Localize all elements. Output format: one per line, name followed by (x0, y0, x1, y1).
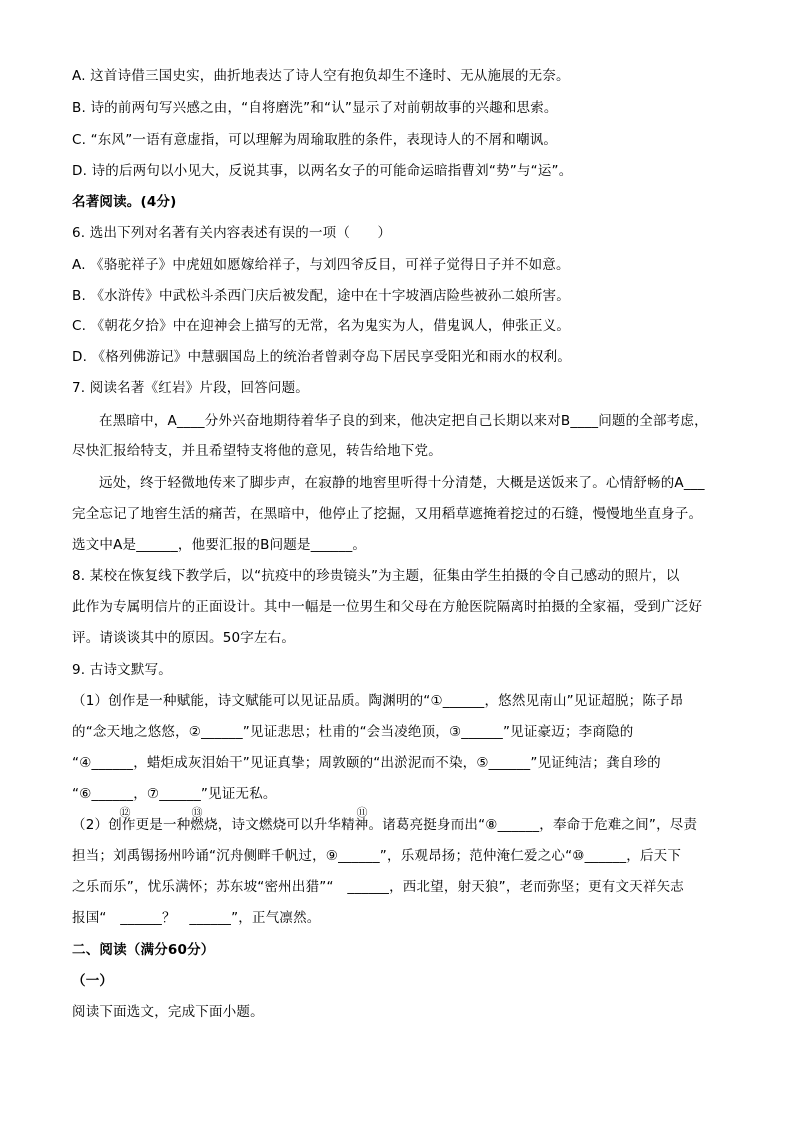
q6-option-d: D. 《格列佛游记》中慧骃国岛上的统治者曾剥夺岛下居民享受阳光和雨水的权利。 (72, 349, 572, 365)
q9-part1-line: “④______，蜡炬成灰泪始干”见证真挚；周敦颐的“出淤泥而不染，⑤______”见证纯洁；龚自珍的 (72, 755, 661, 771)
blank-marker-13: ⑬ (191, 806, 203, 819)
q5-option-d: D. 诗的后两句以小见大，反说其事，以两名女子的可能命运暗指曹刘“势”与“运”。 (72, 163, 573, 179)
q8-line: 此作为专属明信片的正面设计。其中一幅是一位男生和父母在方舱医院隔离时拍摄的全家福，受到广泛好 (72, 599, 703, 615)
q7-passage-line: 远处，终于轻微地传来了脚步声，在寂静的地窖里听得十分清楚，大概是送饭来了。心情舒畅的A___ (99, 475, 705, 491)
q6-option-c: C. 《朝花夕拾》中在迎神会上描写的无常，名为鬼实为人，借鬼讽人，伸张正义。 (72, 318, 571, 334)
q5-option-c: C. “东风”一语有意虚指，可以理解为周瑜取胜的条件，表现诗人的不屑和嘲讽。 (72, 132, 558, 148)
q7-passage-line: 完全忘记了地窖生活的痛苦，在黑暗中，他停止了挖掘，又用稻草遮掩着挖过的石缝，慢慢地坐直身子。 (72, 506, 703, 522)
q6-option-a: A. 《骆驼祥子》中虎妞如愿嫁给祥子，与刘四爷反目，可祥子觉得日子并不如意。 (72, 257, 570, 273)
subsection-one: （一） (72, 973, 114, 989)
q8-line: 8. 某校在恢复线下教学后，以“抗疫中的珍贵镜头”为主题，征集由学生拍摄的令自己感动的照片，以 (72, 568, 680, 584)
q7-question: 选文中A是______，他要汇报的B问题是______。 (72, 537, 367, 553)
q9-part2-line: 报国“ ______？ ______”，正气凛然。 (72, 910, 321, 926)
q6-option-b: B. 《水浒传》中武松斗杀西门庆后被发配，途中在十字坡酒店险些被孙二娘所害。 (72, 288, 570, 304)
q9-part2-line: 之乐而乐”，忧乐满怀；苏东坡“密州出猎”“ ______，西北望，射天狼”，老而弥坚；更有文天祥矢志 (72, 879, 684, 895)
section-reading-title: 二、阅读（满分60分） (72, 942, 215, 958)
reading-instruction: 阅读下面选文，完成下面小题。 (72, 1004, 264, 1020)
q8-line: 评。请谈谈其中的原因。50字左右。 (72, 630, 296, 646)
q9-part2-line: （2）创作更是一种燃烧，诗文燃烧可以升华精神。诸葛亮挺身而出“⑧______，奉命于危难之间”，尽责 (72, 817, 698, 833)
q9-part1-line: “⑥______，⑦______”见证无私。 (72, 786, 277, 802)
q9-stem: 9. 古诗文默写。 (72, 662, 172, 678)
blank-marker-12: ⑫ (119, 806, 131, 819)
q7-passage-line: 在黑暗中，A____分外兴奋地期待着华子良的到来，他决定把自己长期以来对B____问题的全部考虑， (99, 413, 708, 429)
q6-stem: 6. 选出下列对名著有关内容表述有误的一项（ ） (72, 225, 392, 241)
q5-option-a: A. 这首诗借三国史实，曲折地表达了诗人空有抱负却生不逢时、无从施展的无奈。 (72, 68, 570, 84)
q9-part1-line: 的“念天地之悠悠，②______”见证悲思；杜甫的“会当凌绝顶，③______”见证豪迈；李商隐的 (72, 724, 634, 740)
blank-marker-11: ⑪ (356, 806, 368, 819)
q9-part2-line: 担当；刘禹锡扬州吟诵“沉舟侧畔千帆过，⑨______”，乐观昂扬；范仲淹仁爱之心“⑩______，后天下 (72, 848, 682, 864)
q5-option-b: B. 诗的前两句写兴感之由，“自将磨洗”和“认”显示了对前朝故事的兴趣和思索。 (72, 100, 558, 116)
q9-part1-line: （1）创作是一种赋能，诗文赋能可以见证品质。陶渊明的“①______，悠然见南山”见证超脱；陈子昂 (72, 693, 684, 709)
q7-passage-line: 尽快汇报给特支，并且希望特支将他的意见，转告给地下党。 (72, 443, 442, 459)
q7-stem: 7. 阅读名著《红岩》片段，回答问题。 (72, 380, 309, 396)
section-famous-works: 名著阅读。(4分) (72, 194, 177, 210)
